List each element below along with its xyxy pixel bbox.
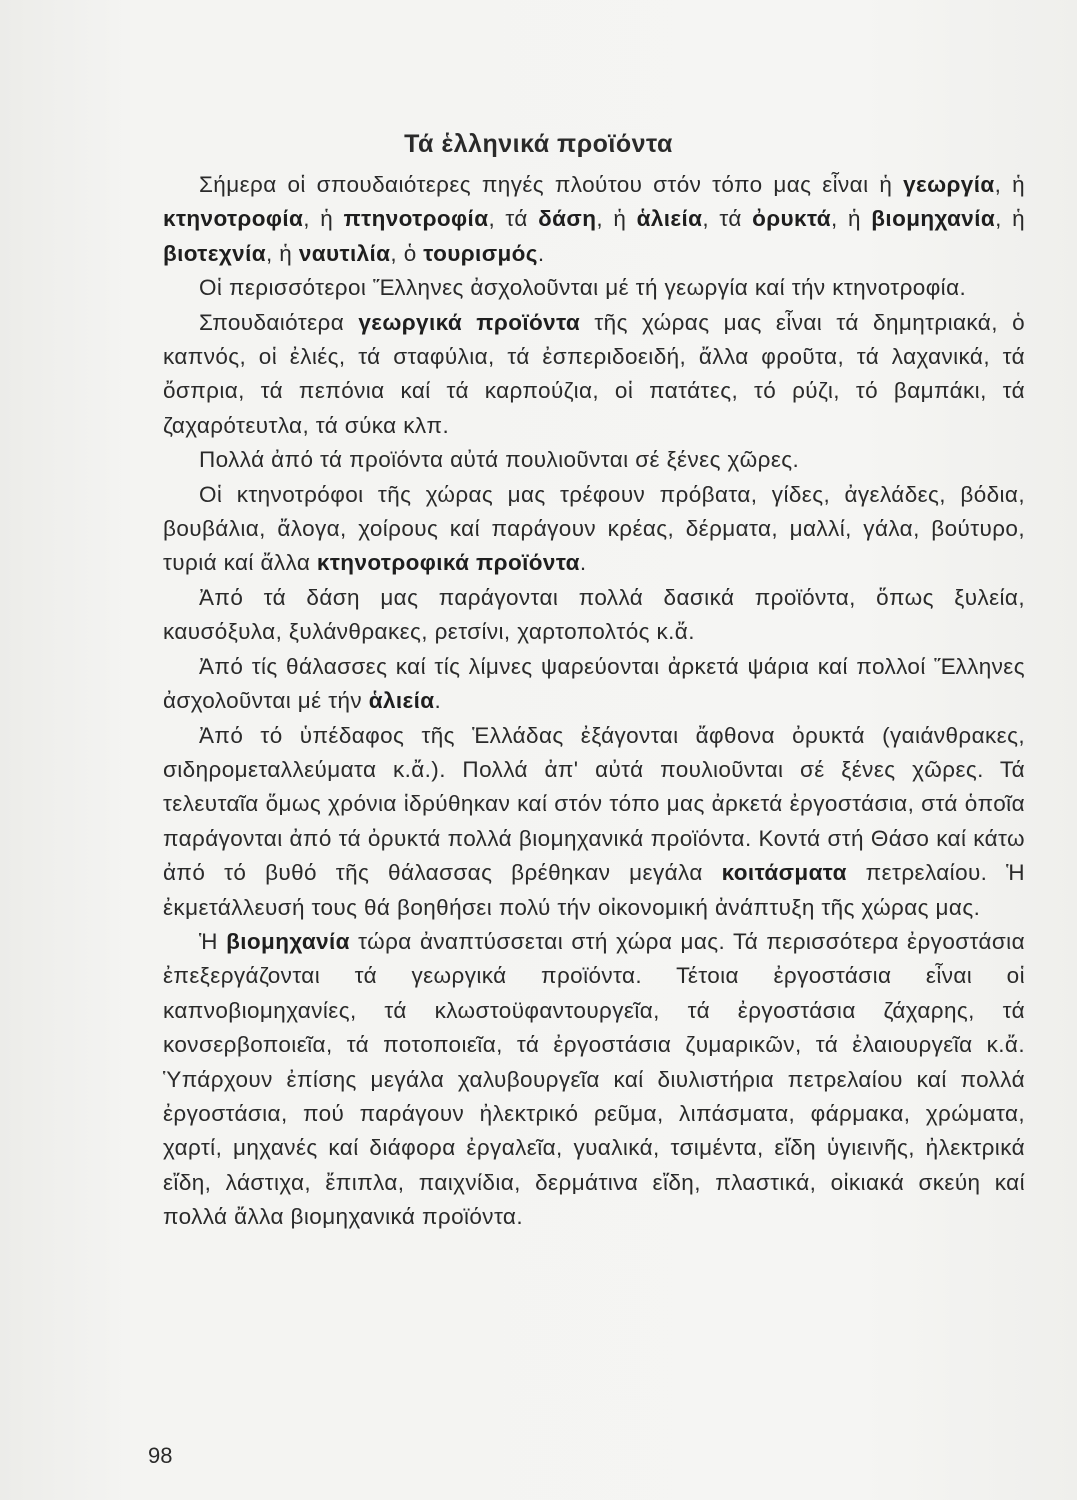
- paragraph-p2: [163, 271, 1025, 305]
- paragraph-p7: [163, 650, 1025, 719]
- paragraph-p6: [163, 581, 1025, 650]
- text-segment: Οἱ κτηνοτρόφοι τῆς χώρας μας τρέφουν πρόβατα, γίδες, ἀγελάδες, βόδια, βουβάλια, ἄλογα, χοίρους καί παράγουν κρέας, δέρματα, μαλλί, γάλα, βούτυρο, τυριά καί ἄλλα: [163, 481, 1025, 576]
- bold-term: ναυτιλία: [298, 240, 391, 266]
- text-segment: τώρα ἀναπτύσσεται στή χώρα μας. Τά περισσότερα ἐργοστάσια ἐπεξεργάζονται τά γεωργικά προϊόντα. Τέτοια ἐργοστάσια εἶναι οἱ καπνοβιομηχανίες, τά κλωστοϋφαντουργεῖα, τά ἐργοστάσια ζάχαρης, τά κονσερβοποιεῖα, τά ποτοποιεῖα, τά ἐργοστάσια ζυμαρικῶν, τά ἐλαιουργεῖα κ.ἄ. Ὑπάρχουν ἐπίσης μεγάλα χαλυβουργεῖα καί διυλιστήρια πετρελαίου καί πολλά ἐργοστάσια, πού παράγουν ἠλεκτρικό ρεῦμα, λιπάσματα, φάρμακα, χρώματα, χαρτί, μηχανές καί διάφορα ἐργαλεῖα, γυαλικά, τσιμέντα, εἴδη ὑγιεινῆς, ἠλεκτρικά εἴδη, λάστιχα, ἔπιπλα, παιχνίδια, δερμάτινα εἴδη, πλαστικά, οἰκιακά σκεύη καί πολλά ἄλλα βιομηχανικά προϊόντα.: [163, 928, 1025, 1230]
- text-segment: Ἡ: [199, 928, 227, 954]
- bold-term: βιομηχανία: [871, 206, 996, 232]
- text-segment: , ἡ: [994, 172, 1025, 197]
- bold-term: κοιτάσματα: [721, 860, 847, 886]
- page-title: [0, 130, 1077, 159]
- bold-term: πτηνοτροφία: [343, 206, 489, 232]
- bold-term: ἁλιεία: [368, 688, 435, 714]
- text-segment: .: [434, 688, 442, 714]
- text-segment: .: [537, 240, 545, 266]
- text-segment: , ἡ: [303, 206, 344, 232]
- text-segment: , τά: [488, 206, 539, 232]
- paragraph-p3: [163, 306, 1025, 444]
- bold-term: βιοτεχνία: [163, 240, 266, 266]
- text-segment: Ἀπό τά δάση μας παράγονται πολλά δασικά προϊόντα, ὅπως ξυλεία, καυσόξυλα, ξυλάνθρακες, ρετσίνι, χαρτοπολτός κ.ἄ.: [163, 584, 1025, 645]
- bold-term: γεωργικά προϊόντα: [358, 309, 581, 335]
- bold-term: γεωργία: [903, 172, 995, 197]
- text-segment: τῆς χώρας μας εἶναι τά δημητριακά, ὁ καπνός, οἱ ἐλιές, τά σταφύλια, τά ἐσπεριδοειδή, ἄλλα φροῦτα, τά λαχανικά, τά ὄσπρια, τά πεπόνια καί τά καρπούζια, οἱ πατάτες, τό ρύζι, τό βαμπάκι, τά ζαχαρότευτλα, τά σύκα κλπ.: [163, 309, 1026, 438]
- text-segment: , ἡ: [831, 206, 872, 232]
- text-segment: Σήμερα οἱ σπουδαιότερες πηγές πλούτου στόν τόπο μας εἶναι ἡ: [199, 172, 904, 197]
- text-segment: Πολλά ἀπό τά προϊόντα αὐτά πουλιοῦνται σέ ξένες χῶρες.: [199, 447, 800, 473]
- page-number: 98: [148, 1443, 173, 1468]
- paragraph-p4: [163, 443, 1025, 477]
- bold-term: κτηνοτροφικά προϊόντα: [316, 550, 580, 576]
- text-segment: πετρελαίου. Ἡ ἐκμετάλλευσή τους θά βοηθήσει πολύ τήν οἰκονομική ἀνάπτυξη τῆς χώρας μας.: [163, 860, 1026, 920]
- bold-term: βιομηχανία: [226, 928, 350, 954]
- paragraph-p9: [163, 925, 1025, 1235]
- bold-term: τουρισμός: [423, 240, 538, 266]
- bold-term: δάση: [538, 206, 597, 232]
- paragraph-p5: [163, 478, 1025, 581]
- text-segment: , ἡ: [995, 206, 1025, 232]
- text-segment: , ἡ: [596, 206, 637, 232]
- bold-term: ἁλιεία: [636, 206, 703, 232]
- text-segment: Οἱ περισσότεροι Ἕλληνες ἀσχολοῦνται μέ τή γεωργία καί τήν κτηνοτροφία.: [199, 275, 967, 301]
- text-segment: , τά: [702, 206, 753, 232]
- paragraph-p1: [163, 168, 1025, 271]
- body-text: [163, 168, 1025, 1235]
- text-segment: Σπουδαιότερα: [199, 309, 359, 335]
- paragraph-p8: [163, 719, 1025, 925]
- bold-term: ὀρυκτά: [752, 206, 832, 232]
- text-segment: Ἀπό τίς θάλασσες καί τίς λίμνες ψαρεύονται ἀρκετά ψάρια καί πολλοί Ἕλληνες ἀσχολοῦνται μέ τήν: [163, 653, 1025, 714]
- text-segment: Ἀπό τό ὑπέδαφος τῆς Ἑλλάδας ἐξάγονται ἄφθονα ὀρυκτά (γαιάνθρακες, σιδηρομεταλλεύματα κ.ἄ.). Πολλά ἀπ' αὐτά πουλιοῦνται σέ ξένες χῶρες. Τά τελευταῖα ὅμως χρόνια ἱδρύθηκαν καί στόν τόπο μας ἀρκετά ἐργοστάσια, στά ὁποῖα παράγονται ἀπό τά ὀρυκτά πολλά βιομηχανικά προϊόντα. Κοντά στή Θάσο καί κάτω ἀπό τό βυθό τῆς θάλασσας βρέθηκαν μεγάλα: [163, 722, 1025, 886]
- text-segment: .: [579, 550, 587, 576]
- page-title-text: Τά ἑλληνικά προϊόντα: [404, 130, 673, 158]
- text-segment: , ἡ: [265, 240, 299, 266]
- bold-term: κτηνοτροφία: [163, 206, 304, 232]
- text-segment: , ὁ: [390, 240, 424, 266]
